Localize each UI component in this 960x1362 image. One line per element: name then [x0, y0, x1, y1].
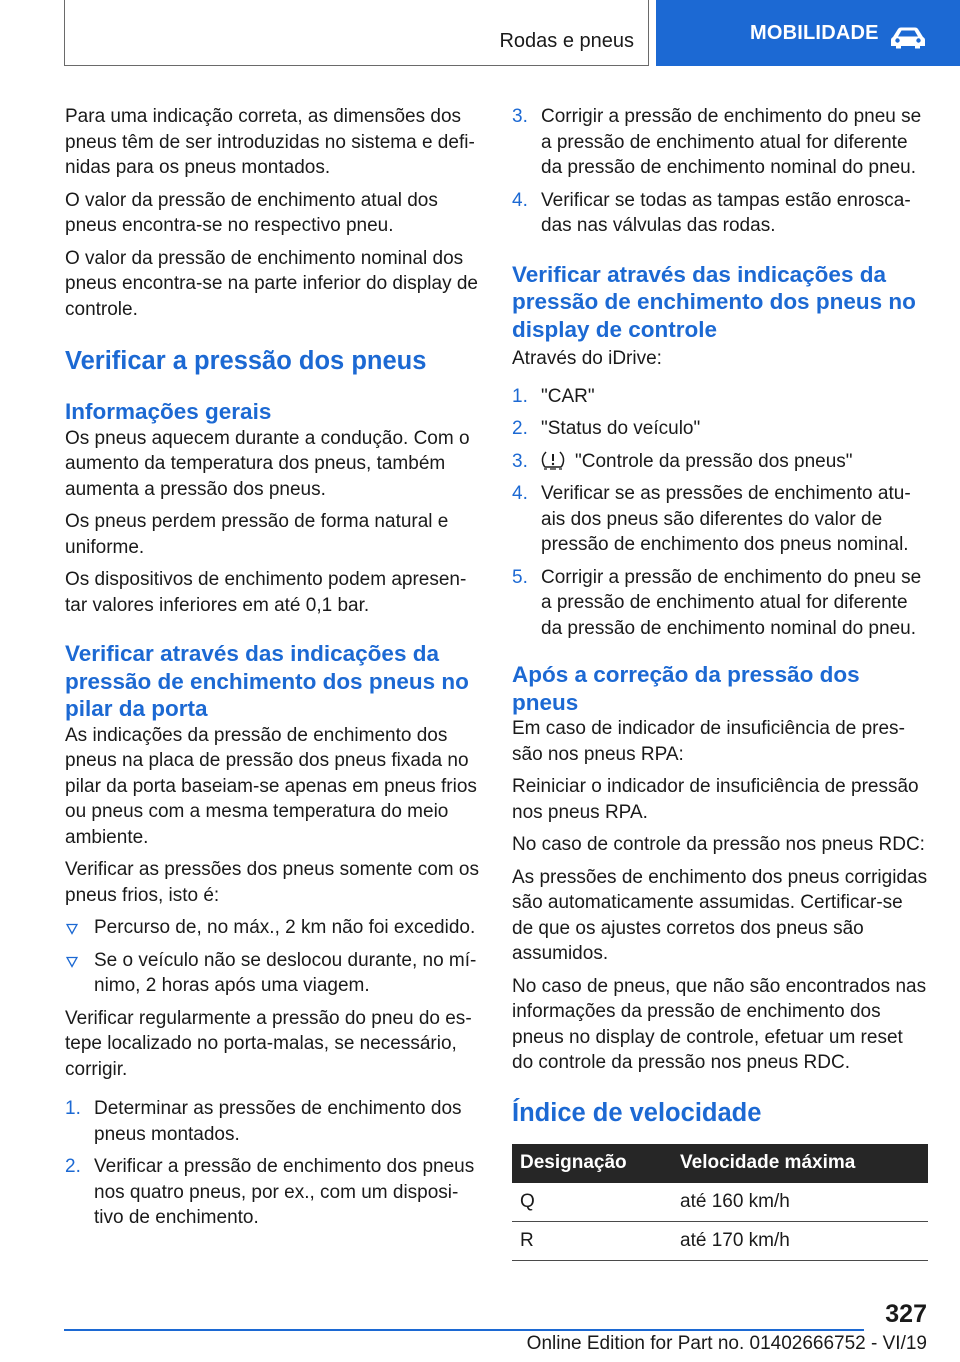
- section-title: Rodas e pneus: [499, 30, 634, 52]
- heading-door-pillar: Verificar através das indicações da pressão de enchimento dos pneus no pilar da porta: [65, 641, 469, 721]
- paragraph: Os pneus perdem pressão de forma natural e uniforme.: [65, 511, 449, 558]
- table-header-row: [512, 1144, 928, 1183]
- table-row: [512, 1183, 928, 1222]
- paragraph: As pressões de enchimento dos pneus corrigidas são automaticamente assumidas. Certificar-se de que os ajustes corretos dos pneus são assumidos.: [512, 866, 928, 964]
- paragraph: Verificar regularmente a pressão do pneu do estepe localizado no porta-malas, se necessário, corrigir.: [65, 1007, 472, 1080]
- step-number: 4.: [512, 483, 528, 504]
- paragraph: Verificar as pressões dos pneus somente com os pneus frios, isto é:: [65, 859, 479, 906]
- footer-edition: Online Edition for Part no. 01402666752 - VI/19: [526, 1333, 927, 1354]
- car-icon: [889, 26, 927, 50]
- category-tab[interactable]: [656, 0, 960, 66]
- steps-list-continued: [512, 104, 928, 239]
- list-item: 3. Corrigir a pressão de enchimento do pneu se a pressão de enchimento atual for diferente da pressão de enchimento nominal do pneu.: [512, 106, 922, 178]
- list-item: 4. Verificar se as pressões de enchimento atuais dos pneus são diferentes do valor de pressão de enchimento dos pneus nominal.: [512, 483, 911, 555]
- table-header: Velocidade máxima: [672, 1144, 928, 1183]
- table-cell: até 170 km/h: [672, 1222, 928, 1261]
- list-item: 4. Verificar se todas as tampas estão enroscadas nas válvulas das rodas.: [512, 189, 911, 236]
- heading-after-correction: Após a correção da pressão dos pneus: [512, 662, 860, 715]
- left-column: [65, 104, 480, 1238]
- heading-control-display: Verificar através das indicações da pressão de enchimento dos pneus no display de controle: [512, 261, 916, 342]
- list-item: 1. Determinar as pressões de enchimento dos pneus montados.: [65, 1098, 462, 1145]
- footer-divider: [64, 1329, 864, 1331]
- heading-check-pressure: Verificar a pressão dos pneus: [65, 347, 427, 375]
- paragraph: Através do iDrive:: [512, 348, 662, 369]
- list-item: Se o veículo não se deslocou durante, no mínimo, 2 horas após uma viagem.: [65, 948, 480, 999]
- step-number: 2.: [65, 1156, 81, 1177]
- idrive-steps-list: [512, 384, 928, 642]
- paragraph: No caso de pneus, que não são encontrados nas informações da pressão de enchimento dos pneus no display de controle, efetuar um reset do controle da pressão nos pneus RDC.: [512, 975, 927, 1073]
- table-cell: até 160 km/h: [672, 1183, 928, 1222]
- table-cell: R: [512, 1222, 672, 1261]
- heading-speed-index: Índice de velocidade: [512, 1098, 762, 1127]
- paragraph: Para uma indicação correta, as dimensões dos pneus têm de ser introduzidas no sistema e definidas para os pneus montados.: [65, 106, 475, 178]
- triangle-bullet-icon: [66, 956, 78, 968]
- paragraph: Os pneus aquecem durante a condução. Com o aumento da temperatura dos pneus, também aumenta a pressão dos pneus.: [65, 427, 470, 500]
- paragraph: Os dispositivos de enchimento podem apresentar valores inferiores em até 0,1 bar.: [65, 569, 467, 616]
- page-number: 327: [885, 1300, 927, 1328]
- list-item: 3. "Controle da pressão dos pneus": [512, 449, 928, 475]
- heading-general-info: Informações gerais: [65, 399, 272, 424]
- step-number: 1.: [65, 1098, 81, 1119]
- list-item: Percurso de, no máx., 2 km não foi excedido.: [65, 915, 480, 941]
- table-row: [512, 1222, 928, 1261]
- paragraph: No caso de controle da pressão nos pneus RDC:: [512, 834, 925, 855]
- list-item: 5. Corrigir a pressão de enchimento do pneu se a pressão de enchimento atual for diferente da pressão de enchimento nominal do pneu.: [512, 566, 922, 639]
- speed-index-table: [512, 1144, 928, 1262]
- paragraph: O valor da pressão de enchimento nominal dos pneus encontra-se na parte inferior do display de controle.: [65, 247, 478, 320]
- list-item: 1. "CAR": [512, 384, 928, 410]
- step-number: 3.: [512, 450, 528, 472]
- step-number: 5.: [512, 566, 528, 588]
- triangle-bullet-icon: [66, 923, 78, 935]
- paragraph: As indicações da pressão de enchimento dos pneus na placa de pressão dos pneus fixada no pilar da porta baseiam-se apenas em pneus frios ou pneus com a mesma temperatura do meio ambiente.: [65, 724, 477, 848]
- list-item: 2. Verificar a pressão de enchimento dos pneus nos quatro pneus, por ex., com um dispositivo de enchimento.: [65, 1156, 475, 1228]
- paragraph: Em caso de indicador de insuficiência de pressão nos pneus RPA:: [512, 718, 905, 765]
- table-header: Designação: [512, 1144, 672, 1183]
- step-number: 1.: [512, 385, 528, 407]
- bullet-list: [65, 915, 480, 999]
- tire-pressure-icon: [541, 450, 565, 470]
- paragraph: O valor da pressão de enchimento atual dos pneus encontra-se no respectivo pneu.: [65, 189, 438, 236]
- paragraph: Reiniciar o indicador de insuficiência de pressão nos pneus RPA.: [512, 776, 919, 823]
- right-column: [512, 104, 928, 1261]
- table-cell: Q: [512, 1183, 672, 1222]
- list-item: 2. "Status do veículo": [512, 416, 928, 442]
- step-number: 4.: [512, 189, 528, 211]
- steps-list: [65, 1096, 480, 1231]
- step-number: 2.: [512, 418, 528, 439]
- step-number: 3.: [512, 106, 528, 127]
- category-label: MOBILIDADE: [750, 21, 879, 44]
